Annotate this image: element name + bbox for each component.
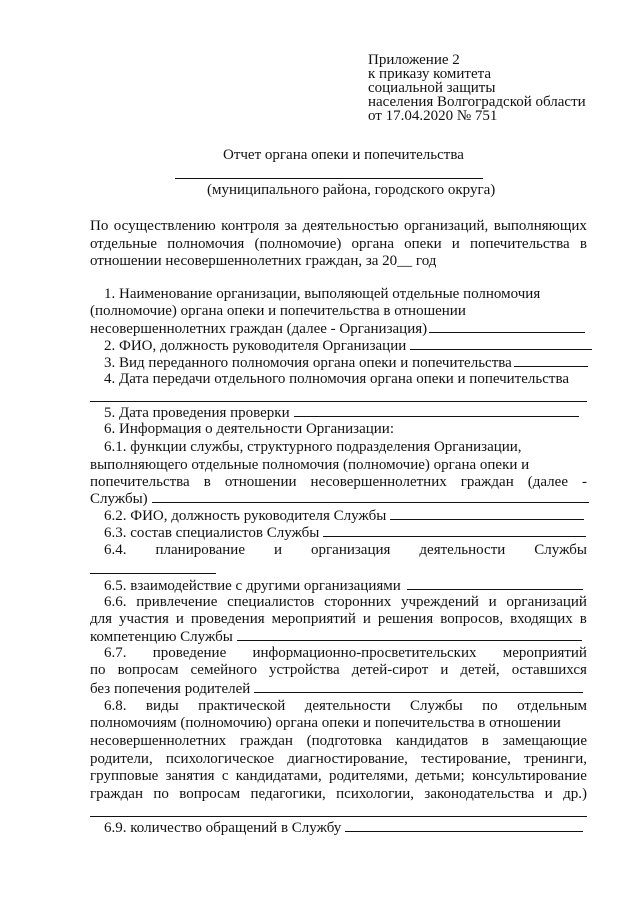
- item-1-line: (полномочие) органа опеки и попечительства в отношении: [90, 303, 466, 319]
- answer-blank[interactable]: [152, 490, 589, 503]
- intro-line: отдельные полномочия (полномочие) органа опеки и попечительства в: [90, 236, 587, 252]
- item-3-line: 3. Вид переданного полномочия органа опеки и попечительства: [104, 354, 588, 372]
- item-5-line: 5. Дата проведения проверки: [104, 404, 579, 422]
- item-1-line: несовершеннолетних граждан (далее - Организация): [90, 320, 585, 338]
- intro-line: отношении несовершеннолетних граждан, за 20__ год: [90, 253, 437, 269]
- appendix-line: населения Волгоградской области: [368, 94, 586, 110]
- item-6-8-line: несовершеннолетних граждан (подготовка кандидатов в замещающие: [90, 733, 587, 749]
- item-6-line: 6. Информация о деятельности Организации:: [104, 421, 395, 437]
- item-4-blank-line[interactable]: [90, 401, 587, 402]
- appendix-line: от 17.04.2020 № 751: [368, 108, 498, 124]
- intro-line: По осуществлению контроля за деятельностью организаций, выполняющих: [90, 218, 587, 234]
- item-6-4-blank-line[interactable]: [90, 573, 216, 574]
- item-6-9-line: 6.9. количество обращений в Службу: [104, 819, 583, 837]
- item-1-line: 1. Наименование организации, выполяющей отдельные полномочия: [104, 286, 541, 302]
- item-6-8-line: родители, психологическое диагностирование, тестирование, тренинги,: [90, 751, 587, 767]
- item-6-7-line: без попечения родителей: [90, 680, 583, 698]
- appendix-line: Приложение 2: [368, 52, 460, 68]
- item-6-8-line: 6.8. виды практической деятельности Службы по отдельным: [104, 698, 587, 714]
- item-6-6-line: для участия и проведения мероприятий и решения вопросов, входящих в: [90, 611, 587, 627]
- answer-blank[interactable]: [254, 680, 583, 693]
- item-2-line: 2. ФИО, должность руководителя Организации: [104, 337, 592, 355]
- answer-blank[interactable]: [410, 337, 592, 350]
- answer-blank[interactable]: [237, 628, 582, 641]
- item-6-6-line: 6.6. привлечение специалистов сторонних учреждений и организаций: [104, 594, 587, 610]
- item-6-3-line: 6.3. состав специалистов Службы: [104, 524, 586, 542]
- answer-blank[interactable]: [514, 354, 588, 367]
- answer-blank[interactable]: [407, 577, 583, 590]
- item-6-1-line: Службы): [90, 490, 589, 508]
- answer-blank[interactable]: [390, 507, 584, 520]
- item-6-1-line: 6.1. функции службы, структурного подразделения Организации,: [104, 439, 522, 455]
- item-6-6-line: компетенцию Службы: [90, 628, 582, 646]
- item-6-1-line: попечительства в отношении несовершеннолетних граждан (далее -: [90, 474, 587, 490]
- item-6-5-line: 6.5. взаимодействие с другими организациями: [104, 577, 583, 595]
- answer-blank[interactable]: [429, 320, 585, 333]
- item-6-7-line: по вопросам семейного устройства детей-сирот и детей, оставшихся: [90, 662, 587, 678]
- appendix-line: к приказу комитета: [368, 66, 492, 82]
- item-6-8-line: групповые занятия с кандидатами, родителями, детьми; консультирование: [90, 768, 587, 784]
- item-4-line: 4. Дата передачи отдельного полномочия органа опеки и попечительства: [104, 371, 569, 387]
- answer-blank[interactable]: [345, 819, 583, 832]
- appendix-line: социальной защиты: [368, 80, 496, 96]
- item-6-2-line: 6.2. ФИО, должность руководителя Службы: [104, 507, 584, 525]
- item-6-1-line: выполняющего отдельные полномочия (полномочие) органа опеки и: [90, 457, 530, 473]
- item-6-7-line: 6.7. проведение информационно-просветительских мероприятий: [104, 645, 587, 661]
- item-6-8-line: граждан по вопросам педагогики, психологии, законодательства и др.): [90, 786, 587, 802]
- title-blank-line: [175, 178, 483, 179]
- page-title: Отчет органа опеки и попечительства: [223, 147, 464, 163]
- page-subtitle: (муниципального района, городского округа): [207, 182, 496, 198]
- item-6-4-line: 6.4. планирование и организация деятельности Службы: [104, 542, 587, 558]
- item-6-8-blank-line[interactable]: [90, 816, 587, 817]
- item-6-8-line: полномочиям (полномочию) органа опеки и попечительства в отношении: [90, 715, 561, 731]
- answer-blank[interactable]: [294, 404, 579, 417]
- answer-blank[interactable]: [323, 524, 586, 537]
